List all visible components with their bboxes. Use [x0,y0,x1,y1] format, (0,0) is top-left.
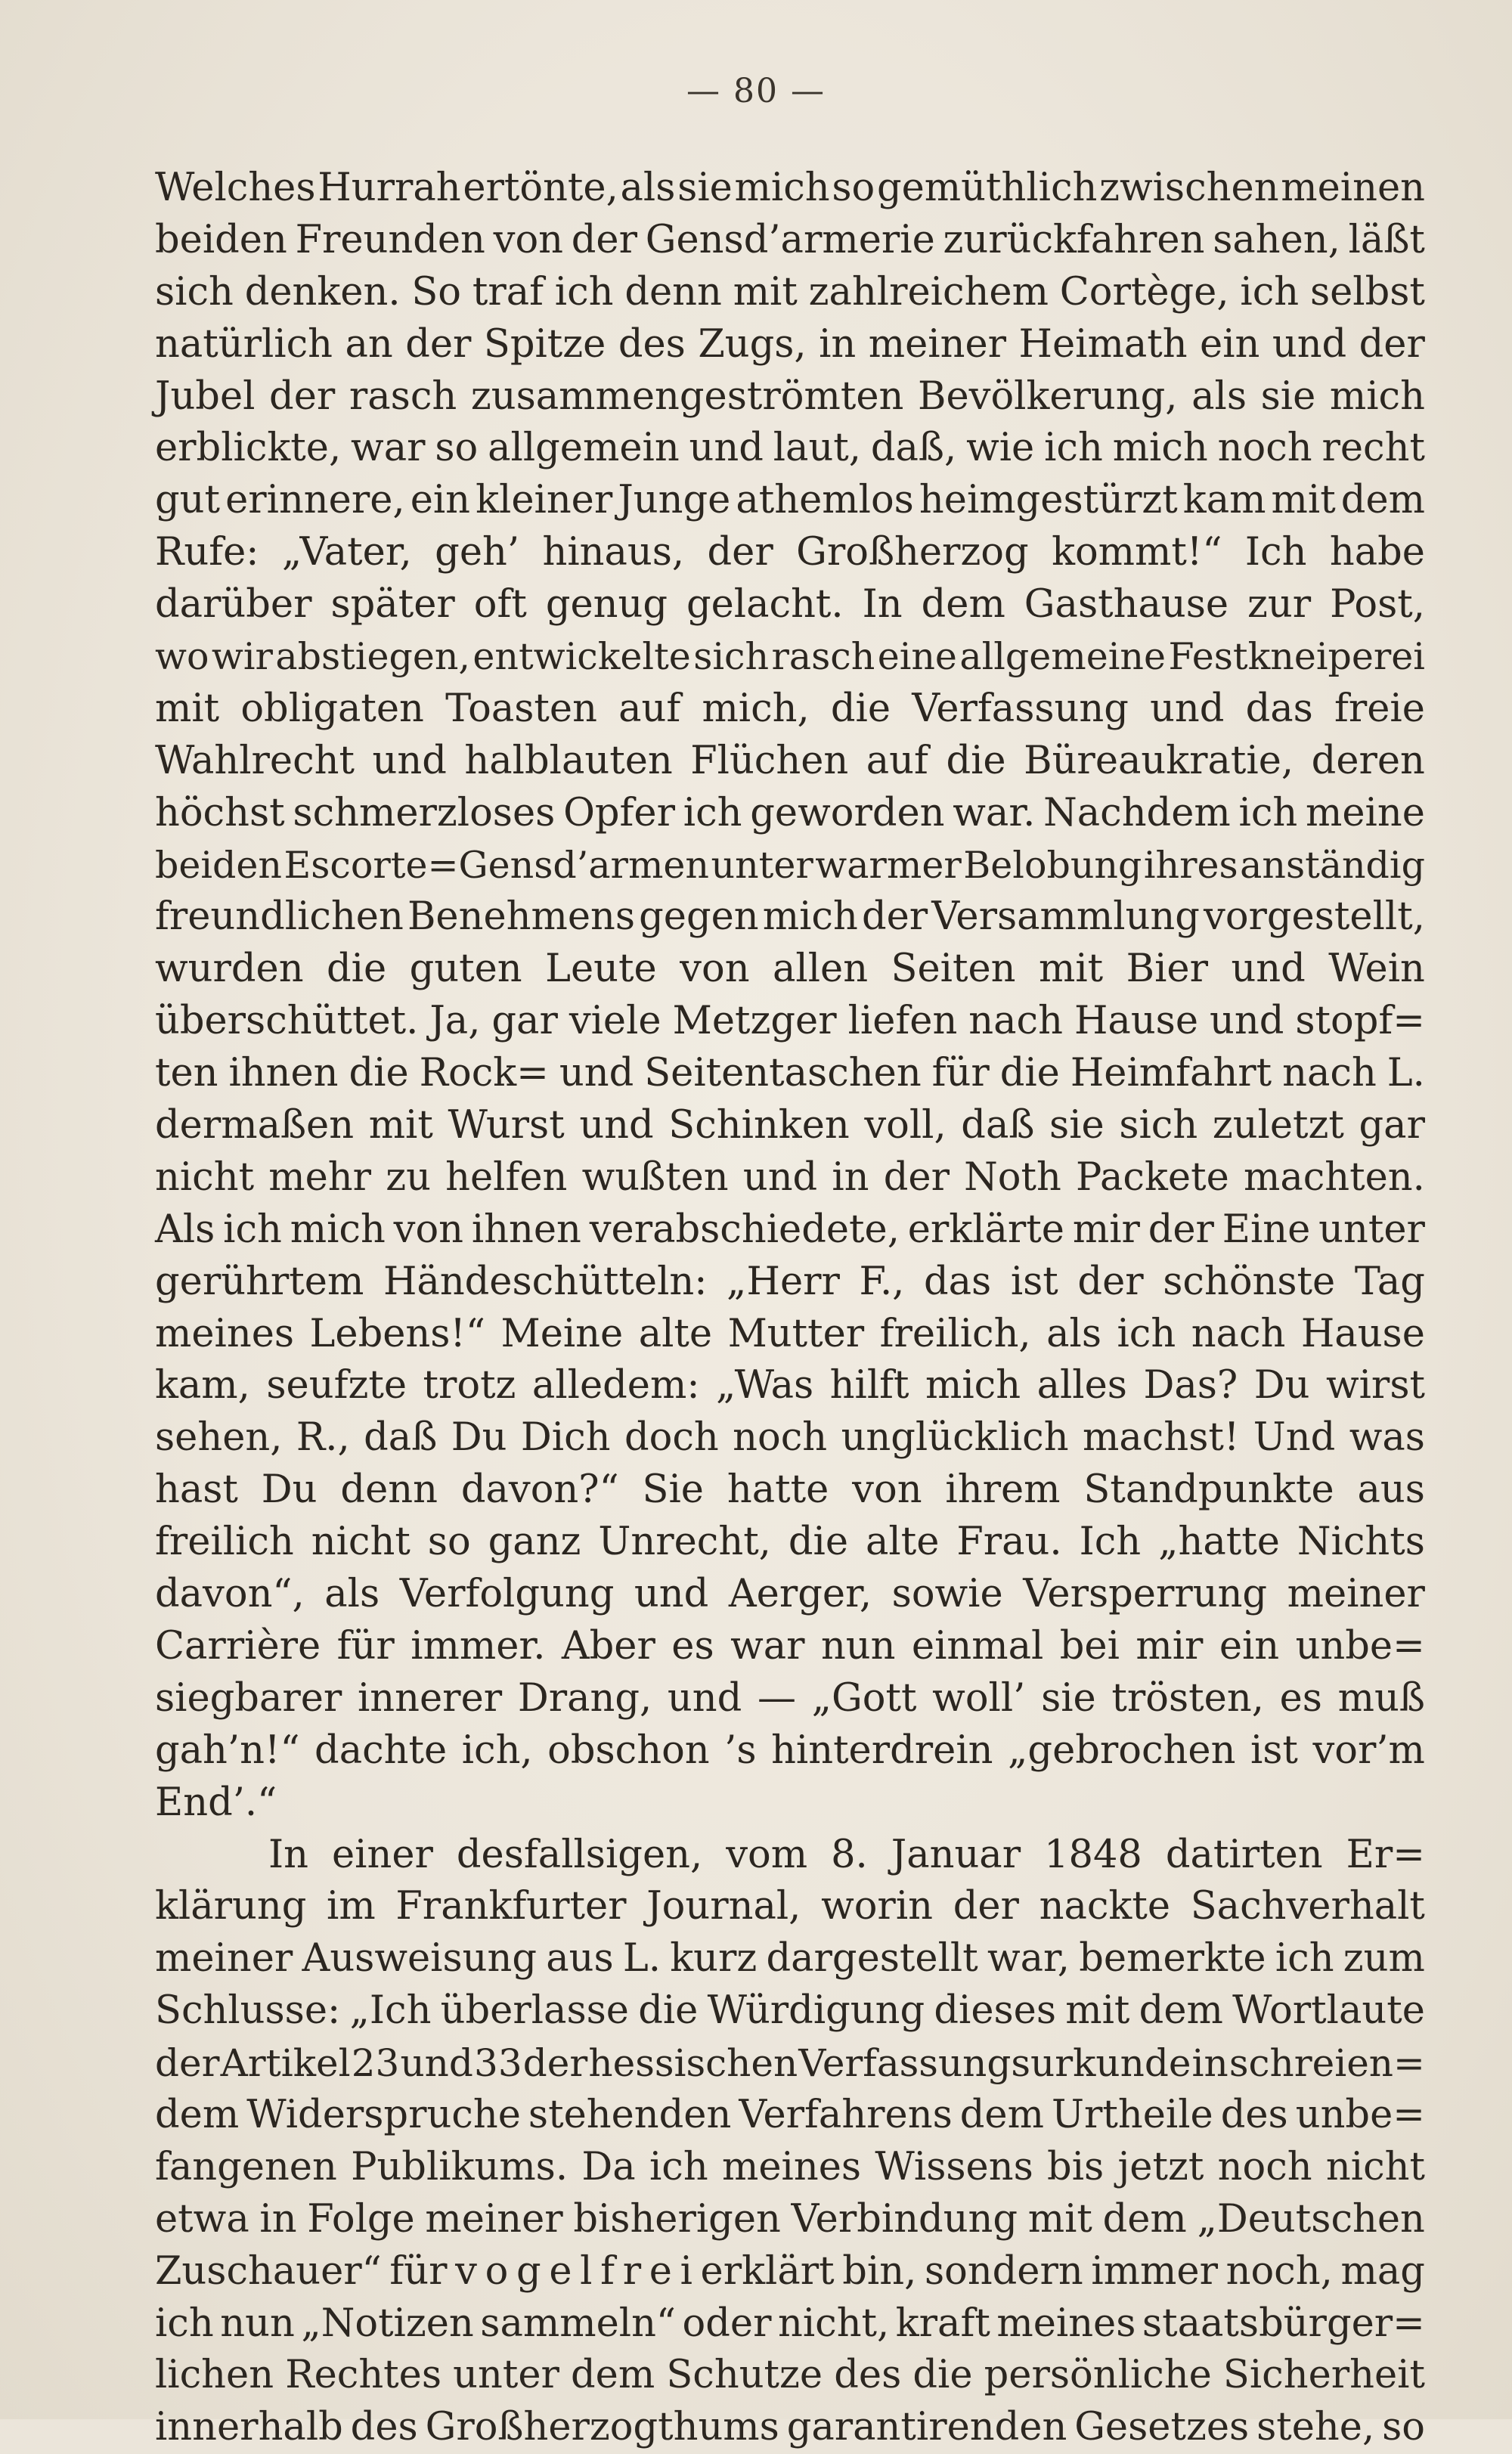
text-line: Welches Hurrah ertönte, als sie mich so gemüthlich zwischen meinen [155,166,1425,210]
text-line: nicht mehr zu helfen wußten und in der Noth Packete machten. [155,1154,1425,1200]
text-line: erblickte, war so allgemein und laut, daß, wie ich mich noch recht [155,426,1425,471]
text-line: meiner Ausweisung aus L. kurz dargestellt war, bemerkte ich zum [155,1936,1425,1981]
text-line: ich nun „Notizen sammeln“ oder nicht, kraft meines staatsbürger= [155,2301,1425,2346]
text-line: dem Widerspruche stehenden Verfahrens dem Urtheile des unbe= [155,2092,1425,2137]
text-line: überschüttet. Ja, gar viele Metzger liefen nach Hause und stopf= [155,999,1425,1044]
text-line: dermaßen mit Wurst und Schinken voll, daß sie sich zuletzt gar [155,1103,1425,1148]
text-line: wurden die guten Leute von allen Seiten mit Bier und Wein [155,947,1425,992]
text-line: innerhalb des Großherzogthums garantirenden Gesetzes stehe, so [155,2405,1425,2450]
text-line: meines Lebens!“ Meine alte Mutter freilich, als ich nach Hause [155,1311,1425,1356]
text-line: davon“, als Verfolgung und Aerger, sowie Versperrung meiner [155,1572,1425,1617]
text-line: Schlusse: „Ich überlasse die Würdigung dieses mit dem Wortlaute [155,1988,1425,2034]
text-line: Rufe: „Vater, geh’ hinaus, der Großherzog kommt!“ Ich habe [155,530,1425,575]
text-line: Carrière für immer. Aber es war nun einmal bei mir ein unbe= [155,1623,1425,1669]
text-line: sehen, R., daß Du Dich doch noch unglücklich machst! Und was [155,1415,1425,1461]
body-text [155,163,1425,2454]
text-line: kam, seufzte trotz alledem: „Was hilft mich alles Das? Du wirst [155,1363,1425,1408]
text-line: End’.“ [155,1780,277,1825]
text-line: Zuschauer“ für v o g e l f r e i erklärt bin, sondern immer noch, mag [155,2248,1425,2294]
text-line: darüber später oft genug gelacht. In dem Gasthause zur Post, [155,582,1425,627]
text-line: etwa in Folge meiner bisherigen Verbindung mit dem „Deutschen [155,2196,1425,2242]
text-line: In einer desfallsigen, vom 8. Januar 1848 datirten Er= [268,1832,1425,1877]
text-line: freilich nicht so ganz Unrecht, die alte Frau. Ich „hatte Nichts [155,1520,1425,1565]
text-line: beiden Freunden von der Gensd’armerie zurückfahren sahen, läßt [155,217,1425,262]
text-line: hast Du denn davon?“ Sie hatte von ihrem Standpunkte aus [155,1467,1425,1513]
text-line: gah’n!“ dachte ich, obschon ’s hinterdrein „gebrochen ist vor’m [155,1727,1425,1773]
text-line: gerührtem Händeschütteln: „Herr F., das ist der schönste Tag [155,1259,1425,1304]
text-line: wo wir abstiegen, entwickelte sich rasch eine allgemeine Festkneiperei [155,635,1425,679]
text-line: natürlich an der Spitze des Zugs, in meiner Heimath ein und der [155,321,1425,367]
text-line: gut erinnere, ein kleiner Junge athemlos heimgestürzt kam mit dem [155,478,1425,523]
text-line: der Artikel 23 und 33 der hessischen Verfassungsurkunde in schreien= [155,2041,1425,2086]
text-line: fangenen Publikums. Da ich meines Wissens bis jetzt noch nicht [155,2144,1425,2189]
text-line: ten ihnen die Rock= und Seitentaschen für die Heimfahrt nach L. [155,1051,1425,1096]
text-line: siegbarer innerer Drang, und — „Gott woll’ sie trösten, es muß [155,1675,1425,1721]
text-line: sich denken. So traf ich denn mit zahlreichem Cortège, ich selbst [155,269,1425,314]
text-line: höchst schmerzloses Opfer ich geworden war. Nachdem ich meine [155,790,1425,835]
text-line: lichen Rechtes unter dem Schutze des die persönliche Sicherheit [155,2353,1425,2398]
text-line: Wahlrecht und halblauten Flüchen auf die Büreaukratie, deren [155,738,1425,783]
page-number-header: — 80 — [686,72,826,110]
text-line: mit obligaten Toasten auf mich, die Verfassung und das freie [155,686,1425,731]
text-line: Als ich mich von ihnen verabschiedete, erklärte mir der Eine unter [155,1207,1425,1252]
text-line: freundlichen Benehmens gegen mich der Versammlung vorgestellt, [155,894,1425,940]
text-line: Jubel der rasch zusammengeströmten Bevölkerung, als sie mich [155,373,1425,419]
text-line: klärung im Frankfurter Journal, worin der nackte Sachverhalt [155,1884,1425,1929]
text-line: beiden Escorte=Gensd’armen unter warmer Belobung ihres anständig [155,843,1425,887]
